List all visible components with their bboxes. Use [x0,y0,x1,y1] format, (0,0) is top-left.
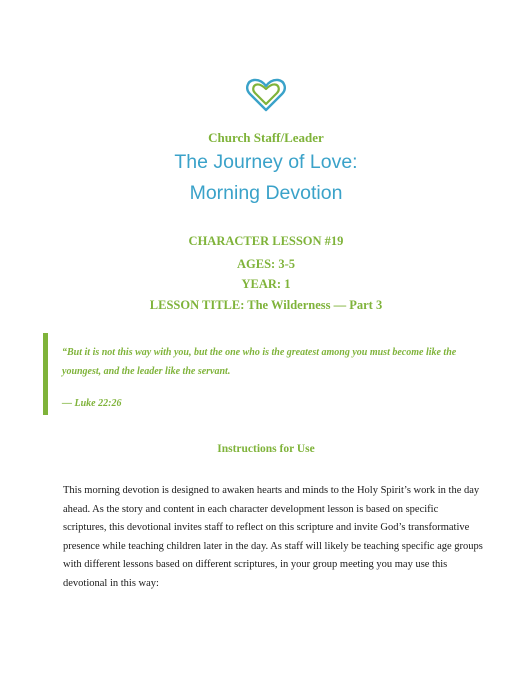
scripture-reference: — Luke 22:26 [62,398,122,409]
instructions-body: This morning devotion is designed to awaken hearts and minds to the Holy Spirit’s work in the day ahead. As the story and content in each character development lesson is based on specific scriptures, this devotional invites staff to reflect on this scripture and invite God’s transformative presence while teaching children later in the day. As staff will likely be teaching specific age groups with different lessons based on different scriptures, in your group meeting you may use this devotional in this way: [63,485,483,589]
double-heart-icon [246,78,286,112]
page-title-line-1: The Journey of Love: [174,151,358,173]
lesson-title: LESSON TITLE: The Wilderness — Part 3 [149,298,383,312]
audience-role: Church Staff/Leader [208,130,324,145]
lesson-ages: AGES: 3-5 [237,257,295,271]
lesson-year: YEAR: 1 [241,277,291,291]
quote-accent-bar [43,333,48,415]
scripture-quote: “But it is not this way with you, but the one who is the greatest among you must become like the youngest, and the leader like the servant. [62,347,457,377]
page-title-line-2: Morning Devotion [189,182,343,204]
character-lesson-number: CHARACTER LESSON #19 [188,234,344,248]
instructions-heading: Instructions for Use [217,443,315,455]
